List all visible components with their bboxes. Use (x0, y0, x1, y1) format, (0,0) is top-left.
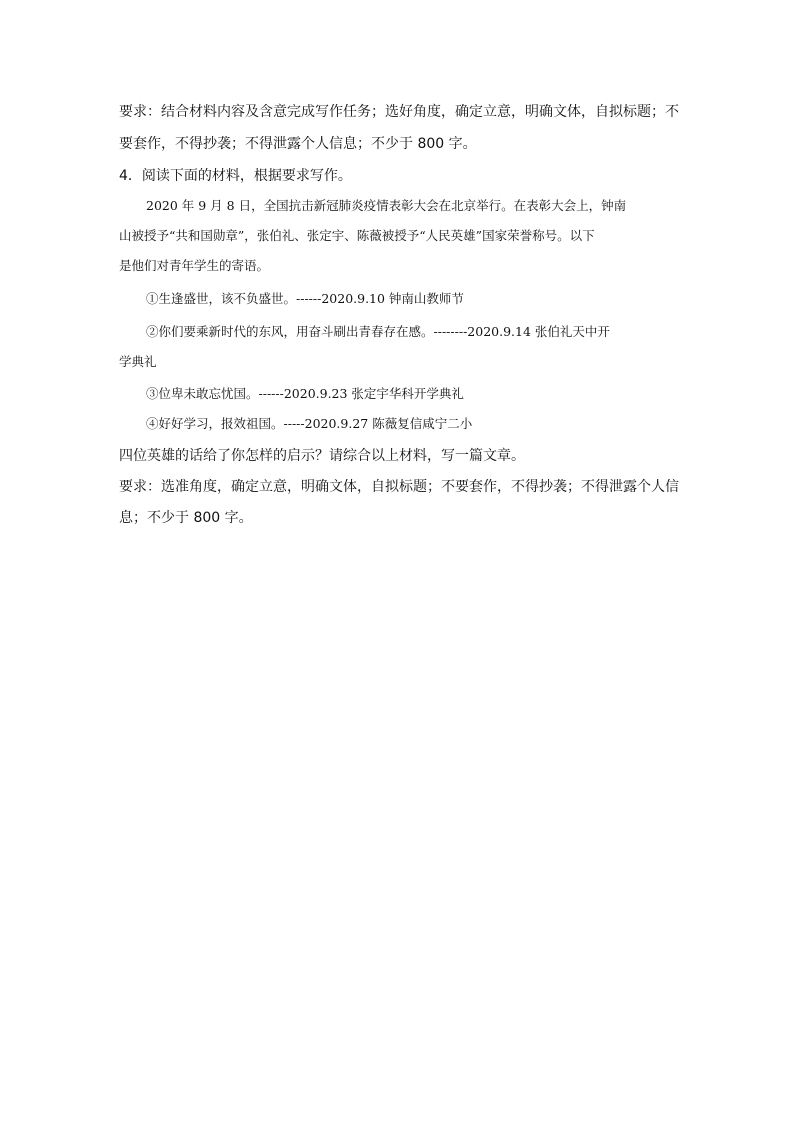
requirement-line-2: 息；不少于 800 字。 (119, 510, 253, 526)
quote-3: ③位卑未敢忘忧国。------2020.9.23 张定宇华科开学典礼 (146, 386, 464, 401)
quote-2-line-2: 学典礼 (119, 354, 157, 369)
material-intro-line-1: 2020 年 9 月 8 日，全国抗击新冠肺炎疫情表彰大会在北京举行。在表彰大会上，钟南 (146, 198, 627, 213)
question-4-heading: 4．阅读下面的材料，根据要求写作。 (119, 168, 352, 184)
quote-2-line-1: ②你们要乘新时代的东风，用奋斗刷出青春存在感。--------2020.9.14 张伯礼天中开 (146, 324, 610, 339)
prev-requirement-line-1: 要求：结合材料内容及含意完成写作任务；选好角度，确定立意，明确文体，自拟标题；不 (119, 104, 679, 120)
quote-1: ①生逢盛世，该不负盛世。------2020.9.10 钟南山教师节 (146, 291, 464, 306)
material-intro-line-2: 山被授予“共和国勋章”，张伯礼、张定宇、陈薇被授予“人民英雄”国家荣誉称号。以下 (119, 228, 595, 243)
requirement-line-1: 要求：选准角度，确定立意，明确文体，自拟标题；不要套作，不得抄袭；不得泄露个人信 (119, 479, 679, 495)
quote-4: ④好好学习，报效祖国。-----2020.9.27 陈薇复信咸宁二小 (146, 416, 473, 431)
material-intro-line-3: 是他们对青年学生的寄语。 (119, 258, 270, 273)
writing-prompt: 四位英雄的话给了你怎样的启示？请综合以上材料，写一篇文章。 (119, 448, 525, 464)
prev-requirement-line-2: 要套作，不得抄袭；不得泄露个人信息；不少于 800 字。 (119, 136, 477, 152)
